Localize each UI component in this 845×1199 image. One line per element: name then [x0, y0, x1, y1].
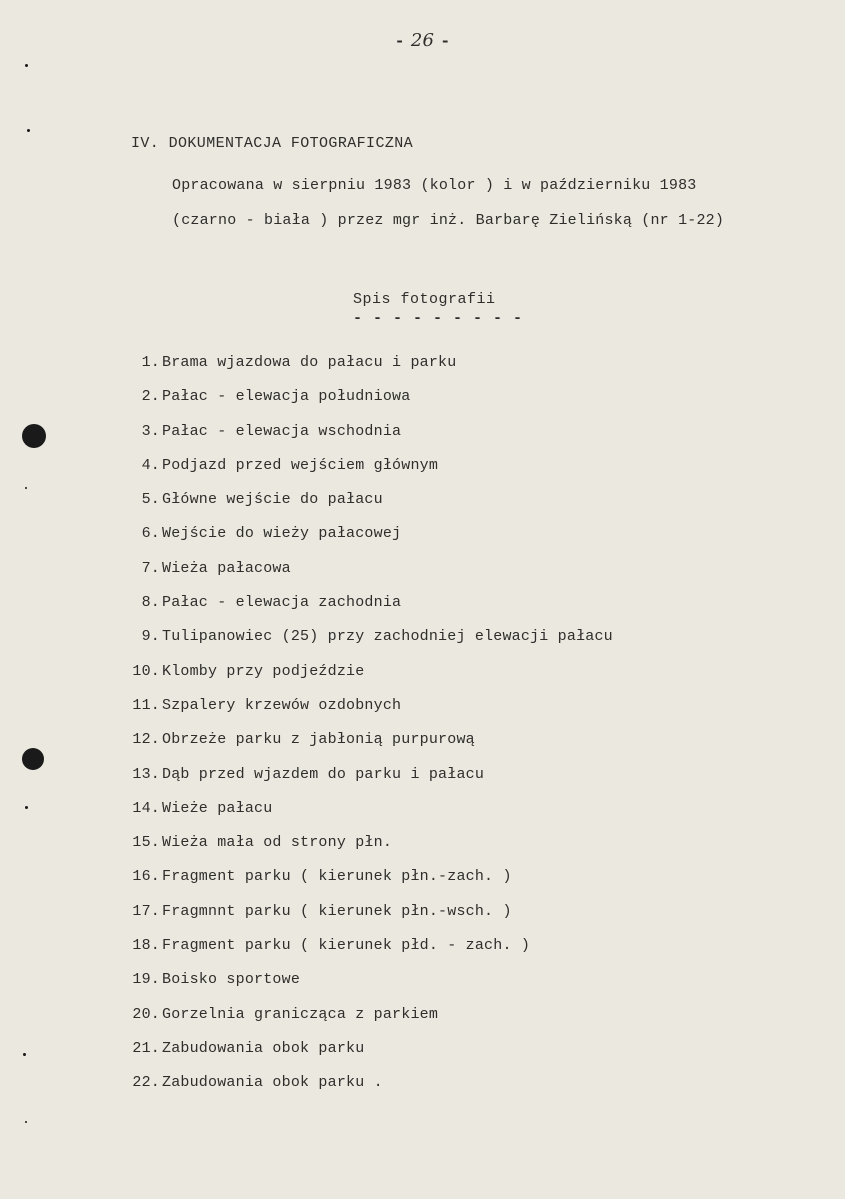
- photo-list-item-number: 9.: [141, 628, 160, 646]
- photo-list-item-number: 10.: [132, 662, 160, 680]
- photo-list-item-text: Wieża pałacowa: [162, 559, 291, 577]
- section-title: IV. DOKUMENTACJA FOTOGRAFICZNA: [131, 135, 414, 152]
- photo-list-item-number: 2.: [141, 388, 160, 406]
- paper-speck: [25, 64, 28, 67]
- paper-speck: [25, 1121, 27, 1123]
- photo-list-item-number: 18.: [132, 937, 160, 955]
- photo-list-item-number: 17.: [132, 902, 160, 920]
- punch-hole-mark: [22, 748, 44, 770]
- photo-list-item-text: Obrzeże parku z jabłonią purpurową: [162, 731, 475, 749]
- photo-list-item-number: 11.: [132, 696, 160, 714]
- photo-list-item-number: 13.: [132, 765, 160, 783]
- photo-list-item-text: Główne wejście do pałacu: [162, 491, 383, 509]
- photo-list-item-number: 21.: [132, 1039, 160, 1057]
- photo-list-item-text: Tulipanowiec (25) przy zachodniej elewacji pałacu: [162, 628, 613, 646]
- photo-list-item-number: 7.: [141, 559, 160, 577]
- photo-list-item-number: 1.: [141, 354, 160, 371]
- paper-speck: [27, 129, 30, 132]
- photo-list-item: [90, 559, 613, 593]
- photo-list-item-number: 3.: [141, 422, 160, 440]
- photo-list-item: [90, 353, 613, 387]
- photo-list-item: [90, 593, 613, 627]
- photo-list-item-number: 6.: [141, 525, 160, 543]
- photo-list-item: [90, 627, 613, 661]
- photo-list-item-text: Fragment parku ( kierunek płd. - zach. ): [162, 937, 531, 955]
- photo-list-item-text: Gorzelnia granicząca z parkiem: [162, 1005, 439, 1023]
- photo-list-item-text: Wejście do wieży pałacowej: [162, 525, 402, 543]
- photo-list-item-number: 12.: [132, 731, 160, 749]
- photo-list-item-text: Pałac - elewacja południowa: [162, 388, 411, 406]
- photo-list-item-number: 22.: [132, 1074, 160, 1092]
- list-title-underline: - - - - - - - - -: [353, 310, 524, 327]
- photo-list-item: [90, 1073, 613, 1107]
- photo-list-item: [90, 833, 613, 867]
- intro-line-2: (czarno - biała ) przez mgr inż. Barbarę Zielińską (nr 1-22): [172, 212, 725, 229]
- photo-list-item-text: Wieże pałacu: [162, 799, 273, 817]
- photo-list-item: [90, 1005, 613, 1039]
- photo-list-item: [90, 387, 613, 421]
- photo-list-item-number: 8.: [141, 594, 160, 612]
- photo-list-item: [90, 1039, 613, 1073]
- photo-list-item-number: 19.: [132, 971, 160, 989]
- photo-list-item-text: Boisko sportowe: [162, 971, 301, 989]
- photo-list-item: [90, 456, 613, 490]
- photo-list-item-text: Fragmnnt parku ( kierunek płn.-wsch. ): [162, 902, 512, 920]
- photo-list-item: [90, 730, 613, 764]
- page-number-dash-left: -: [394, 33, 405, 52]
- photo-list-item-text: Dąb przed wjazdem do parku i pałacu: [162, 765, 485, 783]
- photo-list-item-text: Szpalery krzewów ozdobnych: [162, 696, 402, 714]
- photo-list-item-number: 16.: [132, 868, 160, 886]
- photo-list-item-text: Klomby przy podjeździe: [162, 662, 365, 680]
- photo-list-item-number: 5.: [141, 491, 160, 509]
- paper-speck: [23, 1053, 26, 1056]
- photo-list-item-text: Fragment parku ( kierunek płn.-zach. ): [162, 868, 512, 886]
- photo-list-item-number: 14.: [132, 799, 160, 817]
- intro-line-1: Opracowana w sierpniu 1983 (kolor ) i w październiku 1983: [172, 177, 697, 194]
- paper-speck: [25, 487, 27, 489]
- page-number: [0, 30, 845, 52]
- photo-list-item: [90, 970, 613, 1004]
- photo-list-item: [90, 524, 613, 558]
- photo-list-item: [90, 490, 613, 524]
- photo-list-item-text: Pałac - elewacja zachodnia: [162, 594, 402, 612]
- photo-list-item-text: Brama wjazdowa do pałacu i parku: [162, 354, 457, 371]
- page-number-dash-right: -: [440, 33, 451, 52]
- photo-list-item-text: Podjazd przed wejściem głównym: [162, 456, 439, 474]
- photo-list-item-text: Zabudowania obok parku .: [162, 1074, 383, 1092]
- photo-list: [90, 353, 613, 1108]
- photo-list-item: [90, 765, 613, 799]
- photo-list-item-number: 20.: [132, 1005, 160, 1023]
- photo-list-item: [90, 867, 613, 901]
- list-title: Spis fotografii: [353, 291, 496, 308]
- photo-list-item-text: Pałac - elewacja wschodnia: [162, 422, 402, 440]
- photo-list-item: [90, 422, 613, 456]
- photo-list-item-number: 15.: [132, 834, 160, 852]
- photo-list-item: [90, 936, 613, 970]
- photo-list-item: [90, 902, 613, 936]
- punch-hole-mark: [22, 424, 46, 448]
- photo-list-item: [90, 799, 613, 833]
- paper-speck: [25, 806, 28, 809]
- photo-list-item-text: Zabudowania obok parku: [162, 1039, 365, 1057]
- photo-list-item: [90, 696, 613, 730]
- photo-list-item: [90, 662, 613, 696]
- page-number-value: 26: [410, 30, 435, 51]
- photo-list-item-text: Wieża mała od strony płn.: [162, 834, 393, 852]
- photo-list-item-number: 4.: [141, 456, 160, 474]
